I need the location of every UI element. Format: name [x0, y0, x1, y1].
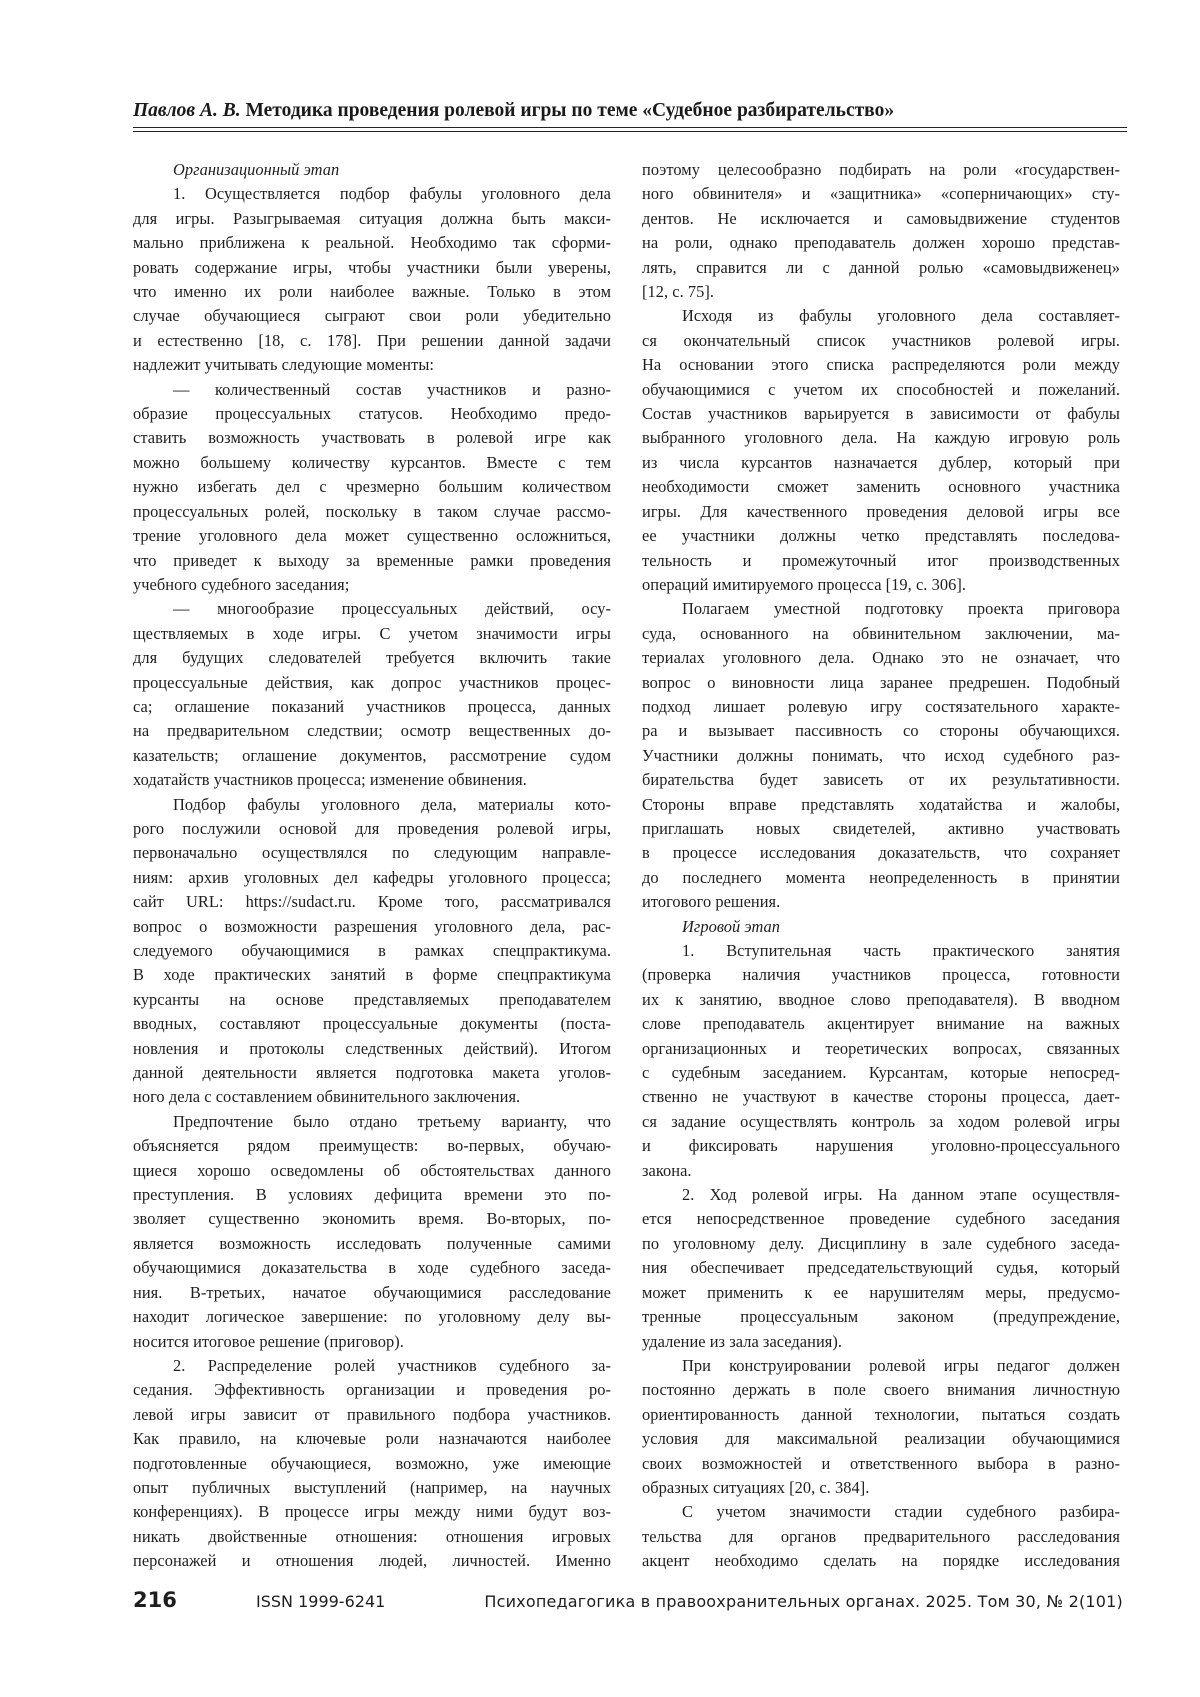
header-title: Методика проведения ролевой игры по теме «Судебное разбирательство»: [245, 100, 895, 121]
text-line: процессуальных ролей, поскольку в таком случае рассмо-: [133, 501, 611, 521]
text-line: можно большему количеству курсантов. Вместе с тем: [133, 452, 611, 472]
text-line: мально приближена к реальной. Необходимо так сформи-: [133, 233, 611, 253]
text-line: зволяет существенно экономить время. Во-вторых, по-: [133, 1209, 611, 1229]
text-line: седания. Эффективность организации и проведения ро-: [133, 1380, 611, 1400]
header-rule-thin: [133, 131, 1127, 132]
header-authors: Павлов А. В.: [133, 100, 241, 121]
text-line: что именно их роли наиболее важные. Только в этом: [133, 282, 611, 302]
text-line: ставить возможность участвовать в ролевой игре как: [133, 428, 611, 448]
text-line: 1. Осуществляется подбор фабулы уголовного дела: [173, 184, 611, 204]
left-column: [133, 158, 611, 1574]
text-line: курсанты на основе представляемых преподавателем: [133, 989, 611, 1009]
text-line: слове преподаватель акцентирует внимание на важных: [642, 1014, 1120, 1034]
text-line: может применить к ее нарушителям меры, предусмо-: [642, 1282, 1120, 1302]
text-line: подготовленные обучающиеся, возможно, уже имеющие: [133, 1453, 611, 1473]
text-line: В ходе практических занятий в форме спецпрактикума: [133, 965, 611, 985]
text-line: ровать содержание игры, чтобы участники были уверены,: [133, 257, 611, 277]
text-line: итогового решения.: [642, 892, 781, 912]
text-line: данной деятельности является подготовка макета уголов-: [133, 1063, 611, 1083]
right-column: [642, 158, 1120, 1574]
text-line: конференциях). В процессе игры между ними будут воз-: [133, 1502, 611, 1522]
running-header: [133, 100, 1123, 122]
text-line: — многообразие процессуальных действий, осу-: [173, 599, 611, 619]
text-line: необходимости сможет заменить основного участника: [642, 477, 1120, 497]
text-line: ся окончательный список участников ролевой игры.: [642, 330, 1120, 350]
page-number: 216: [133, 1588, 177, 1612]
text-line: операций имитируемого процесса [19, с. 306].: [642, 574, 966, 594]
text-line: вопрос о виновности лица заранее предрешен. Подобный: [642, 672, 1120, 692]
text-line: бирательства будет зависеть от их результативности.: [642, 770, 1120, 790]
text-line: Подбор фабулы уголовного дела, материалы кото-: [173, 794, 611, 814]
text-line: левой игры зависит от правильного подбора участников.: [133, 1404, 611, 1424]
text-line: следуемого обучающимися в рамках спецпрактикума.: [133, 941, 611, 960]
text-line: териалах уголовного дела. Однако это не означает, что: [642, 648, 1120, 668]
text-line: до последнего момента неопределенность в принятии: [642, 867, 1120, 887]
text-line: и фиксировать нарушения уголовно-процессуального: [642, 1136, 1120, 1156]
text-line: преступления. В условиях дефицита времени это по-: [133, 1185, 611, 1205]
text-line: на предварительном следствии; осмотр вещественных до-: [133, 721, 611, 741]
text-line: тренные процессуальным законом (предупреждение,: [642, 1307, 1120, 1327]
page-footer: [133, 1588, 1127, 1618]
text-line: С учетом значимости стадии судебного разбира-: [682, 1502, 1120, 1522]
text-line: первоначально осуществлялся по следующим направле-: [133, 843, 611, 863]
text-line: дентов. Не исключается и самовыдвижение студентов: [642, 208, 1120, 228]
text-line: образие процессуальных статусов. Необходимо предо-: [133, 404, 611, 424]
text-line: 2. Ход ролевой игры. На данном этапе осуществля-: [682, 1185, 1120, 1205]
text-line: объясняется рядом преимуществ: во-первых, обучаю-: [133, 1136, 611, 1156]
text-line: ра и вызывает пассивность со стороны обучающихся.: [642, 721, 1120, 741]
text-line: является возможность исследовать полученные самими: [133, 1233, 611, 1253]
text-line: с судебным заседанием. Курсантам, которые непосред-: [642, 1063, 1120, 1083]
text-line: ниям: архив уголовных дел кафедры уголовного процесса;: [133, 867, 611, 887]
text-line: Организационный этап: [173, 160, 340, 179]
header-rule-thick: [133, 127, 1127, 128]
text-line: 1. Вступительная часть практического занятия: [682, 941, 1120, 960]
text-line: вводных, составляют процессуальные документы (поста-: [133, 1014, 611, 1034]
text-line: ходатайств участников процесса; изменение обвинения.: [133, 770, 527, 790]
text-line: нужно избегать дел с чрезмерно большим количеством: [133, 477, 611, 497]
text-line: ется непосредственное проведение судебного заседания: [642, 1209, 1120, 1229]
text-line: Игровой этап: [682, 916, 781, 936]
text-line: (проверка наличия участников процесса, готовности: [642, 965, 1120, 985]
text-line: находит логическое завершение: по уголовному делу вы-: [133, 1307, 611, 1327]
text-line: Состав участников варьируется в зависимости от фабулы: [642, 404, 1120, 424]
text-line: игры. Для качественного проведения деловой игры все: [642, 501, 1120, 521]
text-line: ориентированность данной технологии, пытаться создать: [642, 1404, 1120, 1424]
text-line: для будущих следователей требуется включить такие: [133, 648, 611, 668]
text-line: что приведет к выходу за временные рамки проведения: [133, 550, 611, 570]
text-line: образных ситуациях [20, с. 384].: [642, 1477, 870, 1497]
text-line: приглашать новых свидетелей, активно участвовать: [642, 818, 1120, 838]
text-line: акцент необходимо сделать на порядке исследования: [642, 1551, 1120, 1571]
text-line: ного дела с составлением обвинительного заключения.: [133, 1087, 521, 1107]
text-line: 2. Распределение ролей участников судебного за-: [173, 1355, 611, 1375]
text-line: процессуальные действия, как допрос участников процес-: [133, 672, 611, 692]
text-line: Участники должны понимать, что исход судебного раз-: [642, 745, 1120, 765]
text-line: са; оглашение показаний участников процесса, данных: [133, 696, 611, 716]
text-line: [12, с. 75].: [642, 282, 715, 302]
text-line: вопрос о возможности разрешения уголовного дела, рас-: [133, 916, 611, 936]
text-line: подход лишает ролевую игру состязательного характе-: [642, 696, 1120, 716]
text-line: новления и протоколы следственных действий). Итогом: [133, 1038, 611, 1058]
text-line: и естественно [18, с. 178]. При решении данной задачи: [133, 330, 611, 350]
text-line: сайт URL: https://sudact.ru. Кроме того, рассматривался: [133, 892, 611, 912]
text-line: надлежит учитывать следующие моменты:: [133, 355, 435, 375]
text-line: из числа курсантов назначается дублер, который при: [642, 452, 1120, 472]
text-line: тельства для органов предварительного расследования: [642, 1526, 1120, 1546]
text-line: При конструировании ролевой игры педагог должен: [682, 1355, 1120, 1375]
text-line: ния. В-третьих, начатое обучающимися расследование: [133, 1282, 611, 1302]
text-line: ее участники должны четко представлять последова-: [642, 526, 1120, 546]
text-line: тельность и промежуточный итог производственных: [642, 550, 1120, 570]
text-line: Предпочтение было отдано третьему варианту, что: [173, 1111, 611, 1131]
text-line: на роли, однако преподаватель должен хорошо представ-: [642, 233, 1120, 253]
issn: ISSN 1999-6241: [256, 1592, 386, 1611]
text-line: в процессе исследования доказательств, что сохраняет: [642, 843, 1120, 863]
text-line: щиеся хорошо осведомлены об обстоятельствах данного: [133, 1160, 611, 1180]
text-line: Как правило, на ключевые роли назначаются наиболее: [133, 1429, 611, 1449]
text-line: ся задание осуществлять контроль за ходом ролевой игры: [642, 1111, 1120, 1131]
journal-citation: Психопедагогика в правоохранительных органах. 2025. Том 30, № 2(101): [484, 1592, 1123, 1611]
text-line: закона.: [642, 1160, 692, 1180]
text-line: по уголовному делу. Дисциплину в зале судебного заседа-: [642, 1233, 1120, 1253]
text-line: условия для максимальной реализации обучающимися: [642, 1429, 1120, 1449]
text-line: случае обучающиеся сыграют свои роли убедительно: [133, 306, 611, 326]
text-line: лять, справится ли с данной ролью «самовыдвиженец»: [642, 257, 1120, 277]
text-line: носится итоговое решение (приговор).: [133, 1331, 404, 1351]
text-line: ного обвинителя» и «защитника» «соперничающих» сту-: [642, 184, 1120, 204]
text-line: обучающимися с учетом их способностей и пожеланий.: [642, 379, 1120, 399]
text-line: персонажей и отношения людей, личностей. Именно: [133, 1551, 611, 1571]
text-line: выбранного уголовного дела. На каждую игровую роль: [642, 428, 1120, 448]
text-line: поэтому целесообразно подбирать на роли «государствен-: [642, 160, 1120, 179]
text-line: Полагаем уместной подготовку проекта приговора: [682, 599, 1120, 619]
text-line: рого послужили основой для проведения ролевой игры,: [133, 818, 611, 838]
text-line: организационных и теоретических вопросах, связанных: [642, 1038, 1120, 1058]
text-line: ществляемых в ходе игры. С учетом значимости игры: [133, 623, 611, 643]
text-line: никать двойственные отношения: отношения игровых: [133, 1526, 611, 1546]
text-line: суда, основанного на обвинительном заключении, ма-: [642, 623, 1120, 643]
text-line: казательств; оглашение документов, рассмотрение судом: [133, 745, 611, 765]
text-line: Стороны вправе представлять ходатайства и жалобы,: [642, 794, 1120, 814]
text-line: опыт публичных выступлений (например, на научных: [133, 1477, 611, 1497]
text-line: На основании этого списка распределяются роли между: [642, 355, 1120, 375]
text-line: их к занятию, вводное слово преподавателя). В вводном: [642, 989, 1120, 1009]
text-line: трение уголовного дела может существенно осложниться,: [133, 526, 611, 546]
text-line: для игры. Разыгрываемая ситуация должна быть макси-: [133, 208, 611, 228]
text-line: учебного судебного заседания;: [133, 574, 350, 594]
text-line: удаление из зала заседания).: [642, 1331, 843, 1351]
text-line: Исходя из фабулы уголовного дела составляет-: [682, 306, 1120, 326]
text-line: обучающимися доказательства в ходе судебного заседа-: [133, 1258, 611, 1278]
text-line: ственно не участвуют в качестве стороны процесса, дает-: [642, 1087, 1120, 1107]
text-line: постоянно держать в поле своего внимания личностную: [642, 1380, 1120, 1400]
text-line: ния обеспечивает председательствующий судья, который: [642, 1258, 1120, 1278]
text-line: своих возможностей и ответственного выбора в разно-: [642, 1453, 1120, 1473]
text-line: — количественный состав участников и разно-: [173, 379, 611, 399]
